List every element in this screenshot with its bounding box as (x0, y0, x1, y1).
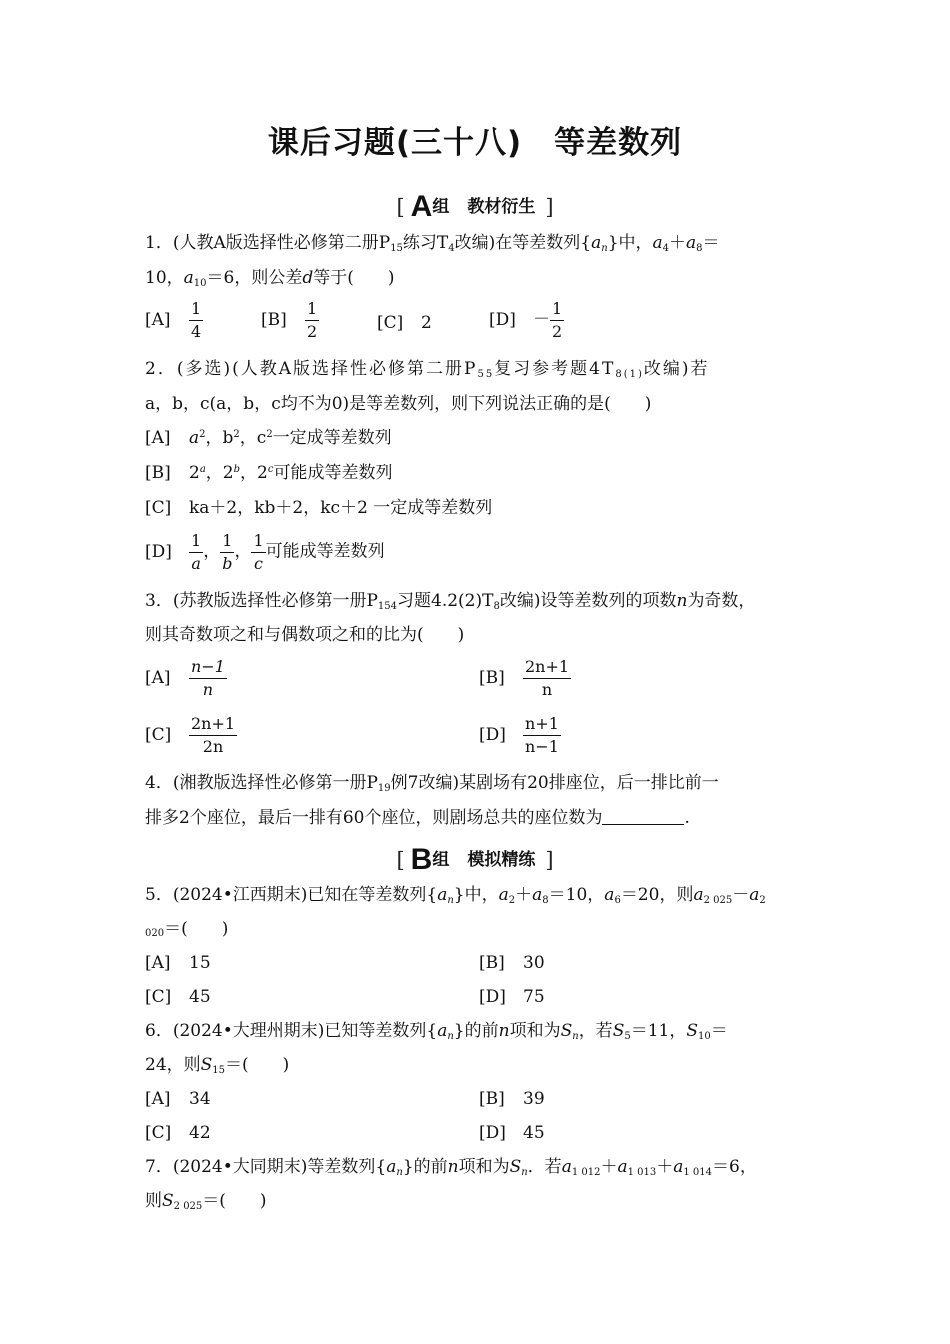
q3-option-c[interactable]: [C] $\frac{2n+1}{2n}$ (145, 714, 236, 756)
q4-line2: 排多2个座位，最后一排有60个座位，则剧场总共的座位数为 . (145, 808, 690, 828)
q2-option-b[interactable]: [B] 2$^a$，2$^b$，2$^c$可能成等差数列 (145, 463, 393, 483)
page-title: 课后习题(三十八) 等差数列 (267, 125, 683, 161)
q3-option-b[interactable]: [B] $\frac{2n+1}{n}$ (479, 657, 570, 699)
answer-blank[interactable] (602, 810, 684, 825)
q1-line1: 1．(人教A版选择性必修第二册$P_{15}$练习$T_4$改编)在等差数列$\{a_n\}$中，$a_4+a_8=$ (145, 233, 720, 254)
q3-option-a[interactable]: [A] $\frac{n-1}{n}$ (145, 657, 225, 699)
q5-option-d[interactable]: [D] 75 (479, 987, 545, 1007)
q6-option-a[interactable]: [A] 34 (145, 1089, 211, 1109)
q1-line2: 10，$a_{10}=6$，则公差d等于( ) (145, 268, 395, 289)
q2-option-c[interactable]: [C] ka＋2，kb＋2，kc＋2 一定成等差数列 (145, 498, 493, 518)
q7-line1: 7．(2024•大同期末)等差数列$\{a_n\}$的前n项和为$S_n$．若$a_{1 012}+a_{1 013}+a_{1 014}=6$， (145, 1157, 757, 1178)
q7-line2: 则$S_{2 025}=$( ) (145, 1191, 267, 1212)
group-b-header: [ B组 模拟精练 ] (396, 843, 554, 876)
group-b-letter: B (410, 843, 433, 876)
q3-line1: 3．(苏教版选择性必修第一册$P_{154}$习题$4.2(2)T_8$改编)设等差数列的项数n为奇数， (145, 591, 756, 612)
group-a-header: [ A组 教材衍生 ] (396, 190, 554, 223)
q5-option-b[interactable]: [B] 30 (479, 953, 545, 973)
group-a-letter: A (410, 190, 433, 223)
q1-option-d[interactable]: [D] － $\frac{1}{2}$ (489, 299, 563, 341)
q6-option-b[interactable]: [B] 39 (479, 1089, 545, 1109)
q5-line2: $_{020}$＝( ) (145, 919, 229, 939)
q5-line1: 5．(2024•江西期末)已知在等差数列$\{a_n\}$中，$a_2+a_8=10$，$a_6=20$，则$a_{2 025}-a_2$ (145, 885, 766, 906)
q6-option-c[interactable]: [C] 42 (145, 1123, 211, 1143)
q5-option-c[interactable]: [C] 45 (145, 987, 211, 1007)
q6-line2: 24，则$S_{15}=$( ) (145, 1055, 290, 1076)
q1-option-b[interactable]: [B] $\frac{1}{2}$ (261, 299, 318, 341)
q2-line2: a，b，c(a，b，c均不为0)是等差数列，则下列说法正确的是( ) (145, 394, 652, 414)
q2-option-a[interactable]: [A] $a^2$，$b^2$，$c^2$一定成等差数列 (145, 428, 392, 448)
group-b-name: 模拟精练 (467, 850, 536, 870)
q1-option-a[interactable]: [A] $\frac{1}{4}$ (145, 299, 202, 341)
q3-option-d[interactable]: [D] $\frac{n+1}{n-1}$ (479, 714, 559, 756)
q2-line1: 2．(多选)(人教A版选择性必修第二册$P_{55}$复习参考题$4T_{8(1)}$改编)若 (145, 359, 710, 380)
q1-option-c[interactable]: [C] 2 (377, 313, 432, 333)
q5-option-a[interactable]: [A] 15 (145, 953, 211, 973)
q4-line1: 4．(湘教版选择性必修第一册$P_{19}$例7改编)某剧场有20排座位，后一排比前一 (145, 773, 719, 794)
q3-line2: 则其奇数项之和与偶数项之和的比为( ) (145, 625, 465, 645)
group-a-name: 教材衍生 (467, 197, 536, 217)
q2-option-d[interactable]: [D] $\frac{1}{a}$ ， $\frac{1}{b}$ ， $\frac{1}{c}$ 可能成等差数列 (145, 531, 385, 573)
q6-line1: 6．(2024•大理州期末)已知等差数列$\{a_n\}$的前n项和为$S_n$，若$S_5=11$，$S_{10}=$ (145, 1021, 728, 1042)
q6-option-d[interactable]: [D] 45 (479, 1123, 545, 1143)
